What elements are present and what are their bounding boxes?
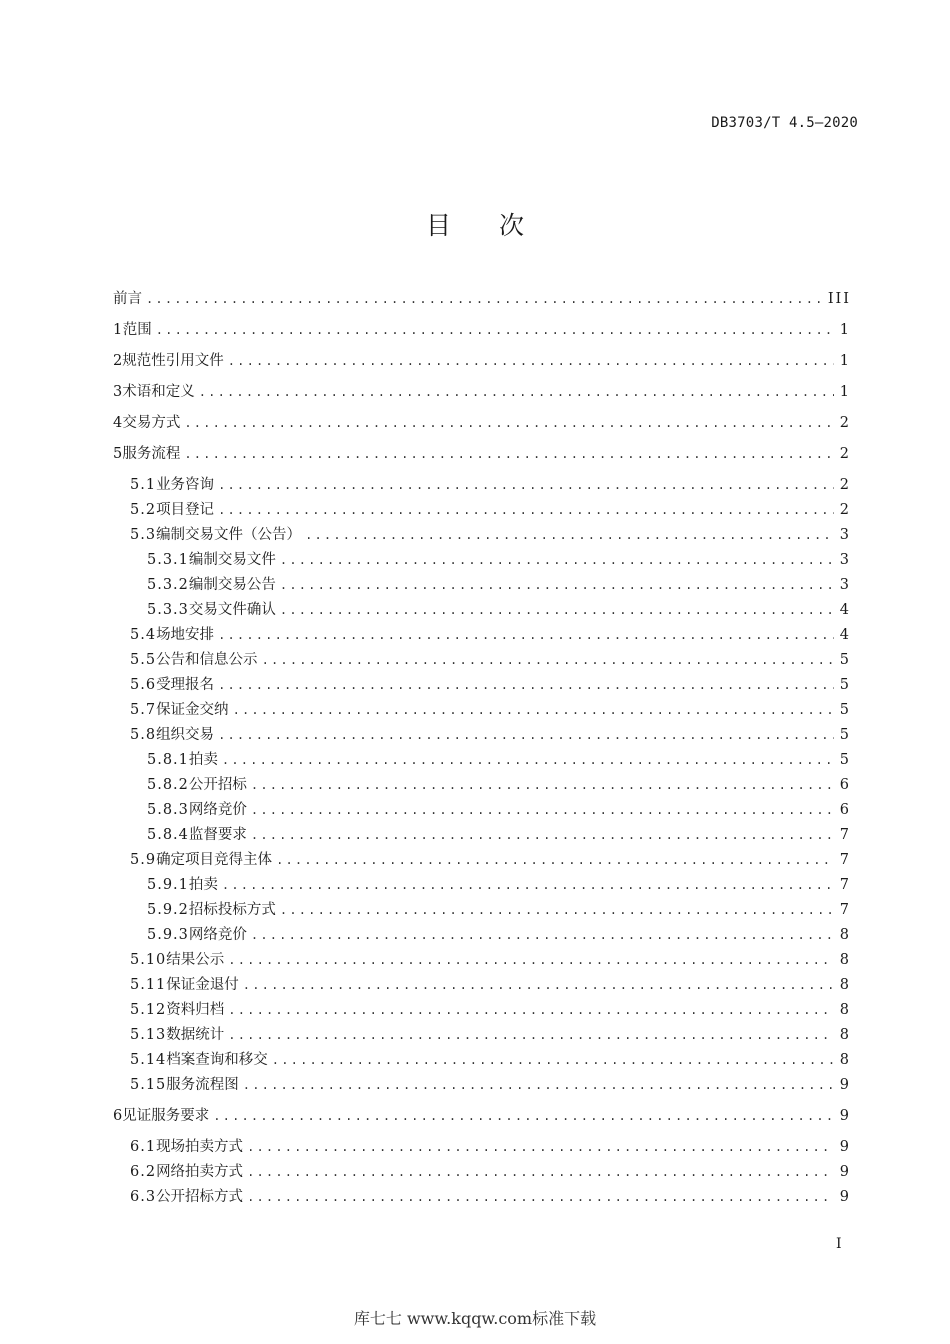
toc-entry-number: 5.14 [130,1052,167,1068]
toc-entry-label: 保证金交纳 [156,702,229,718]
toc-entry-label: 拍卖 [188,752,218,768]
toc-entry-page: 8 [839,1052,851,1068]
toc-entry-label: 招标投标方式 [188,902,276,918]
toc-entry-label: 现场拍卖方式 [156,1139,244,1155]
toc-entry-number: 6.2 [130,1164,157,1180]
toc-entry-number: 5.8.1 [147,752,189,768]
toc-leader-dots [251,828,834,842]
toc-entry[interactable] [113,287,851,318]
toc-entry[interactable] [113,380,851,411]
toc-leader-dots [251,803,834,817]
toc-leader-dots [280,553,834,567]
toc-entry-page: 4 [839,627,851,643]
toc-entry[interactable] [113,723,851,748]
toc-entry-number: 5.9.3 [147,927,189,943]
toc-entry[interactable] [113,523,851,548]
toc-entry-label: 档案查询和移交 [166,1052,268,1068]
toc-leader-dots [280,578,834,592]
toc-entry[interactable] [113,473,851,498]
toc-entry[interactable] [113,442,851,473]
toc-entry-label: 术语和定义 [122,384,195,400]
toc-leader-dots [199,385,834,399]
toc-entry-page: 8 [839,1002,851,1018]
toc-leader-dots [247,1165,834,1179]
toc-entry-page: 9 [839,1189,851,1205]
toc-entry-label: 资料归档 [166,1002,225,1018]
toc-entry-number: 5.6 [130,677,157,693]
toc-entry-number: 5.1 [130,477,157,493]
toc-entry-label: 交易文件确认 [188,602,276,618]
toc-leader-dots [218,503,834,517]
toc-entry-label: 确定项目竞得主体 [156,852,273,868]
toc-leader-dots [247,1140,834,1154]
toc-entry[interactable] [113,1104,851,1135]
toc-entry-label: 规范性引用文件 [122,353,224,369]
toc-entry-page: 8 [839,1027,851,1043]
table-of-contents [113,287,851,1210]
toc-entry[interactable] [113,873,851,898]
toc-entry-page: 9 [839,1077,851,1093]
toc-entry-label: 服务流程图 [166,1077,239,1093]
toc-entry-number: 5 [113,446,123,462]
toc-entry[interactable] [113,698,851,723]
toc-entry-number: 5.9.2 [147,902,189,918]
toc-entry-label: 公开招标方式 [156,1189,244,1205]
toc-leader-dots [305,528,834,542]
toc-leader-dots [280,603,834,617]
toc-entry-number: 1 [113,322,123,338]
toc-leader-dots [276,853,834,867]
toc-leader-dots [280,903,834,917]
toc-entry[interactable] [113,1073,851,1098]
toc-entry-page: 2 [839,477,851,493]
toc-entry-page: 3 [839,577,851,593]
toc-entry[interactable] [113,411,851,442]
toc-entry-label: 公开招标 [188,777,247,793]
toc-leader-dots [222,878,834,892]
toc-entry-label: 编制交易公告 [188,577,276,593]
toc-entry-number: 2 [113,353,123,369]
toc-leader-dots [251,778,834,792]
toc-entry-label: 范围 [122,322,152,338]
toc-leader-dots [243,978,834,992]
toc-entry-page: 6 [839,802,851,818]
toc-leader-dots [243,1078,834,1092]
toc-entry-label: 拍卖 [188,877,218,893]
toc-leader-dots [218,728,834,742]
toc-leader-dots [156,323,834,337]
page-number: I [836,1236,842,1252]
toc-entry-page: 7 [839,852,851,868]
toc-entry-label: 场地安排 [156,627,215,643]
toc-entry-label: 网络竞价 [188,927,247,943]
toc-entry-page: 8 [839,927,851,943]
toc-leader-dots [233,703,834,717]
toc-leader-dots [251,928,834,942]
toc-leader-dots [213,1109,834,1123]
toc-entry[interactable] [113,848,851,873]
toc-leader-dots [218,678,834,692]
toc-leader-dots [146,292,822,306]
toc-entry-number: 5.10 [130,952,167,968]
toc-entry[interactable] [113,948,851,973]
toc-entry-page: 9 [839,1164,851,1180]
toc-entry[interactable] [113,548,851,573]
toc-entry-page: 7 [839,877,851,893]
toc-entry-page: 6 [839,777,851,793]
toc-entry[interactable] [113,1135,851,1160]
toc-entry-label: 见证服务要求 [122,1108,210,1124]
toc-entry[interactable] [113,1023,851,1048]
toc-entry-page: 8 [839,977,851,993]
toc-entry-label: 保证金退付 [166,977,239,993]
toc-entry-page: 9 [839,1108,851,1124]
toc-entry-label: 公告和信息公示 [156,652,258,668]
toc-entry-page: 3 [839,527,851,543]
watermark-text: 库七七 www.kqqw.com标准下载 [353,1309,597,1328]
toc-leader-dots [272,1053,834,1067]
toc-entry[interactable] [113,998,851,1023]
toc-entry-number: 6.3 [130,1189,157,1205]
page-title: 目 次 [426,211,544,240]
toc-entry-label: 业务咨询 [156,477,215,493]
toc-entry-page: 7 [839,902,851,918]
toc-entry-label: 交易方式 [122,415,181,431]
toc-entry-page: 4 [839,602,851,618]
toc-entry-label: 网络拍卖方式 [156,1164,244,1180]
toc-entry[interactable] [113,773,851,798]
toc-entry[interactable] [113,623,851,648]
toc-entry-number: 5.12 [130,1002,167,1018]
toc-entry-number: 5.9 [130,852,157,868]
toc-entry[interactable] [113,648,851,673]
toc-entry-page: 5 [839,702,851,718]
toc-entry-number: 5.4 [130,627,157,643]
toc-entry-label: 监督要求 [188,827,247,843]
toc-entry-page: 8 [839,952,851,968]
toc-entry[interactable] [113,1160,851,1185]
toc-entry[interactable] [113,573,851,598]
toc-entry-label: 组织交易 [156,727,215,743]
toc-leader-dots [228,1028,833,1042]
toc-entry-label: 服务流程 [122,446,181,462]
toc-entry[interactable] [113,823,851,848]
toc-entry-number: 5.3.1 [147,552,189,568]
toc-entry-page: 5 [839,677,851,693]
toc-entry[interactable] [113,1048,851,1073]
toc-leader-dots [218,478,834,492]
toc-entry-label: 项目登记 [156,502,215,518]
toc-entry-number: 5.8.3 [147,802,189,818]
toc-entry-page: 5 [839,652,851,668]
toc-entry-number: 5.2 [130,502,157,518]
toc-entry[interactable] [113,973,851,998]
toc-entry-page: 1 [839,353,851,369]
toc-entry[interactable] [113,1185,851,1210]
toc-leader-dots [222,753,834,767]
toc-entry[interactable] [113,673,851,698]
toc-leader-dots [184,447,833,461]
toc-entry-page: 7 [839,827,851,843]
toc-entry-page: 9 [839,1139,851,1155]
toc-entry-number: 5.15 [130,1077,167,1093]
toc-leader-dots [184,416,833,430]
toc-leader-dots [228,1003,833,1017]
toc-entry[interactable] [113,318,851,349]
toc-entry[interactable] [113,798,851,823]
toc-entry[interactable] [113,598,851,623]
toc-entry-page: 5 [839,727,851,743]
toc-leader-dots [228,354,834,368]
toc-entry-page: 2 [839,415,851,431]
toc-entry-page: 3 [839,552,851,568]
toc-entry-label: 编制交易文件 [188,552,276,568]
document-code: DB3703/T 4.5—2020 [711,115,858,131]
toc-entry-label: 结果公示 [166,952,225,968]
toc-entry-number: 5.8.2 [147,777,189,793]
toc-entry-number: 5.7 [130,702,157,718]
toc-entry-number: 5.3.2 [147,577,189,593]
toc-entry-page: 2 [839,502,851,518]
toc-entry[interactable] [113,498,851,523]
toc-leader-dots [247,1190,834,1204]
toc-leader-dots [262,653,834,667]
toc-entry-number: 5.9.1 [147,877,189,893]
toc-entry-page: 2 [839,446,851,462]
toc-entry-label: 数据统计 [166,1027,225,1043]
toc-entry-number: 5.3.3 [147,602,189,618]
toc-entry[interactable] [113,898,851,923]
toc-entry-number: 5.3 [130,527,157,543]
toc-entry-page: III [827,291,851,307]
toc-entry-number: 4 [113,415,123,431]
toc-entry-label: 编制交易文件（公告） [156,527,302,543]
toc-entry-number: 6.1 [130,1139,157,1155]
toc-entry[interactable] [113,349,851,380]
toc-entry[interactable] [113,748,851,773]
toc-entry-page: 5 [839,752,851,768]
toc-entry-number: 5.8 [130,727,157,743]
toc-entry-number: 3 [113,384,123,400]
toc-entry-label: 前言 [113,291,142,307]
toc-leader-dots [218,628,834,642]
toc-entry-number: 5.13 [130,1027,167,1043]
toc-entry-page: 1 [839,384,851,400]
toc-entry[interactable] [113,923,851,948]
toc-entry-number: 6 [113,1108,123,1124]
toc-entry-number: 5.11 [130,977,167,993]
toc-entry-page: 1 [839,322,851,338]
toc-leader-dots [228,953,833,967]
toc-entry-label: 网络竞价 [188,802,247,818]
toc-entry-number: 5.8.4 [147,827,189,843]
toc-entry-number: 5.5 [130,652,157,668]
toc-entry-label: 受理报名 [156,677,215,693]
